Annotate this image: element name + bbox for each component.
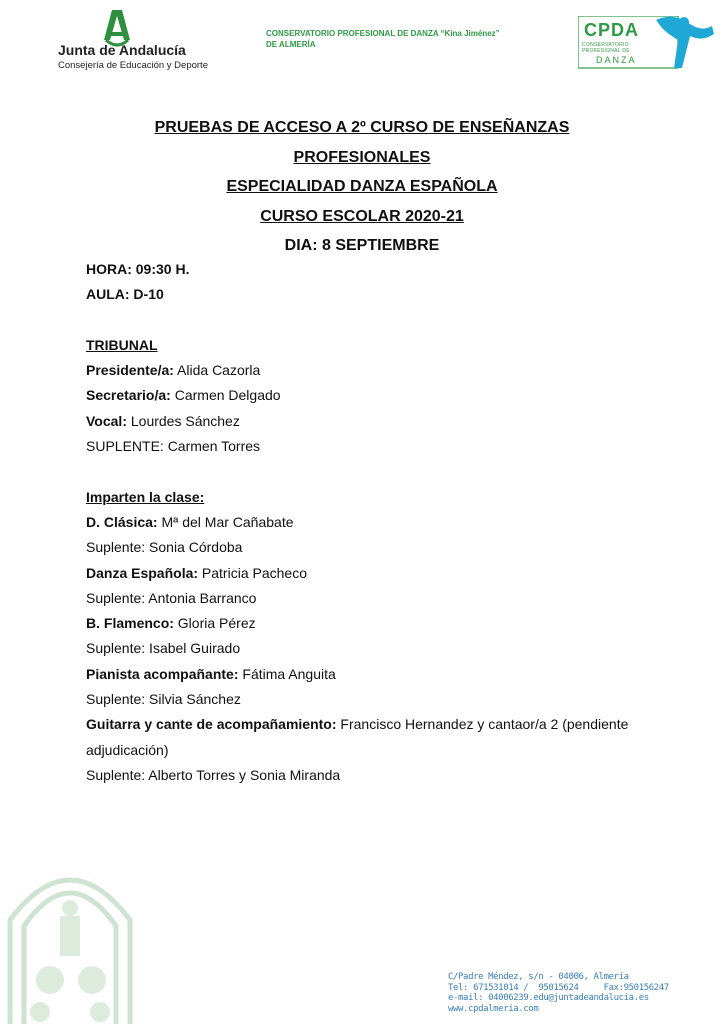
footer-phone: Tel: 671531014 / 95015624 Fax:950156247: [448, 982, 669, 993]
flamenco-label: B. Flamenco:: [86, 615, 174, 632]
junta-name: Junta de Andalucía: [58, 42, 186, 58]
title-date: DIA: 8 SEPTIEMBRE: [284, 237, 440, 254]
cpda-logo-text: CPDA: [584, 20, 640, 40]
spanish-value: Patricia Pacheco: [198, 564, 307, 581]
document-body: [86, 257, 686, 788]
president-value: Alida Cazorla: [173, 362, 261, 379]
cpda-sub-line2: PROFESIONAL DE: [582, 48, 630, 54]
cpda-sub-line1: CONSERVATORIO: [582, 42, 629, 48]
flamenco-value: Gloria Pérez: [173, 615, 256, 632]
flamenco-substitute: Suplente: Isabel Guirado: [86, 640, 241, 657]
pianist-value: Fátima Anguita: [238, 665, 336, 682]
document-title-block: [0, 113, 724, 261]
secretary-value: Carmen Delgado: [170, 387, 281, 404]
title-school-year: CURSO ESCOLAR 2020-21: [260, 207, 464, 225]
guitar-substitute: Suplente: Alberto Torres y Sonia Miranda: [86, 766, 341, 783]
classical-label: D. Clásica:: [86, 513, 158, 530]
vocal-label: Vocal:: [86, 412, 127, 429]
vocal-value: Lourdes Sánchez: [126, 412, 240, 429]
spanish-dance-row: [86, 561, 686, 586]
classical-value: Mª del Mar Cañabate: [157, 513, 294, 530]
cpda-logo-danza: DANZA: [596, 55, 637, 65]
title-line1: PRUEBAS DE ACCESO A 2º CURSO DE ENSEÑANZAS: [154, 119, 570, 136]
classical-substitute: Suplente: Sonia Córdoba: [86, 539, 243, 556]
conservatory-name: [266, 28, 500, 50]
classes-heading: Imparten la clase:: [86, 488, 205, 505]
tribunal-heading: TRIBUNAL: [86, 336, 158, 353]
tribunal-secretary: [86, 383, 686, 408]
footer-website: www.cpdalmeria.com: [448, 1003, 539, 1014]
junta-department: Consejería de Educación y Deporte: [58, 60, 208, 71]
guitar-label: Guitarra y cante de acompañamiento:: [86, 716, 337, 733]
flamenco-row: [86, 611, 686, 636]
pianist-row: [86, 662, 686, 687]
secretary-label: Secretario/a:: [86, 387, 171, 404]
guitar-row: [86, 712, 686, 737]
spanish-substitute: Suplente: Antonia Barranco: [86, 589, 257, 606]
footer-email: e-mail: 04006239.edu@juntadeandalucia.es: [448, 993, 649, 1003]
guitar-row-continued: adjudicación): [86, 741, 169, 758]
title-specialty: ESPECIALIDAD DANZA ESPAÑOLA: [226, 178, 498, 195]
conservatory-line1: CONSERVATORIO PROFESIONAL DE DANZA “Kina Jiménez”: [266, 29, 500, 38]
pianist-label: Pianista acompañante:: [86, 665, 239, 682]
conservatory-line2: DE ALMERÍA: [266, 40, 316, 49]
spanish-label: Danza Española:: [86, 564, 199, 581]
pianist-substitute: Suplente: Silvia Sánchez: [86, 691, 241, 708]
tribunal-substitute: SUPLENTE: Carmen Torres: [86, 438, 261, 455]
title-line2: PROFESIONALES: [293, 148, 431, 166]
andalucia-seal-watermark: [0, 850, 140, 1024]
cpda-logo-subtitle: [582, 42, 630, 54]
tribunal-vocal: [86, 409, 686, 434]
guitar-value: Francisco Hernandez y cantaor/a 2 (pendiente: [336, 716, 629, 733]
classical-dance-row: [86, 510, 686, 535]
time-line: HORA: 09:30 H.: [86, 261, 190, 277]
footer-address: C/Padre Méndez, s/n - 04006, Almería: [448, 972, 629, 982]
room-line: AULA: D-10: [86, 286, 164, 303]
president-label: Presidente/a:: [86, 362, 174, 379]
tribunal-president: [86, 358, 686, 383]
contact-footer: [448, 972, 669, 1014]
